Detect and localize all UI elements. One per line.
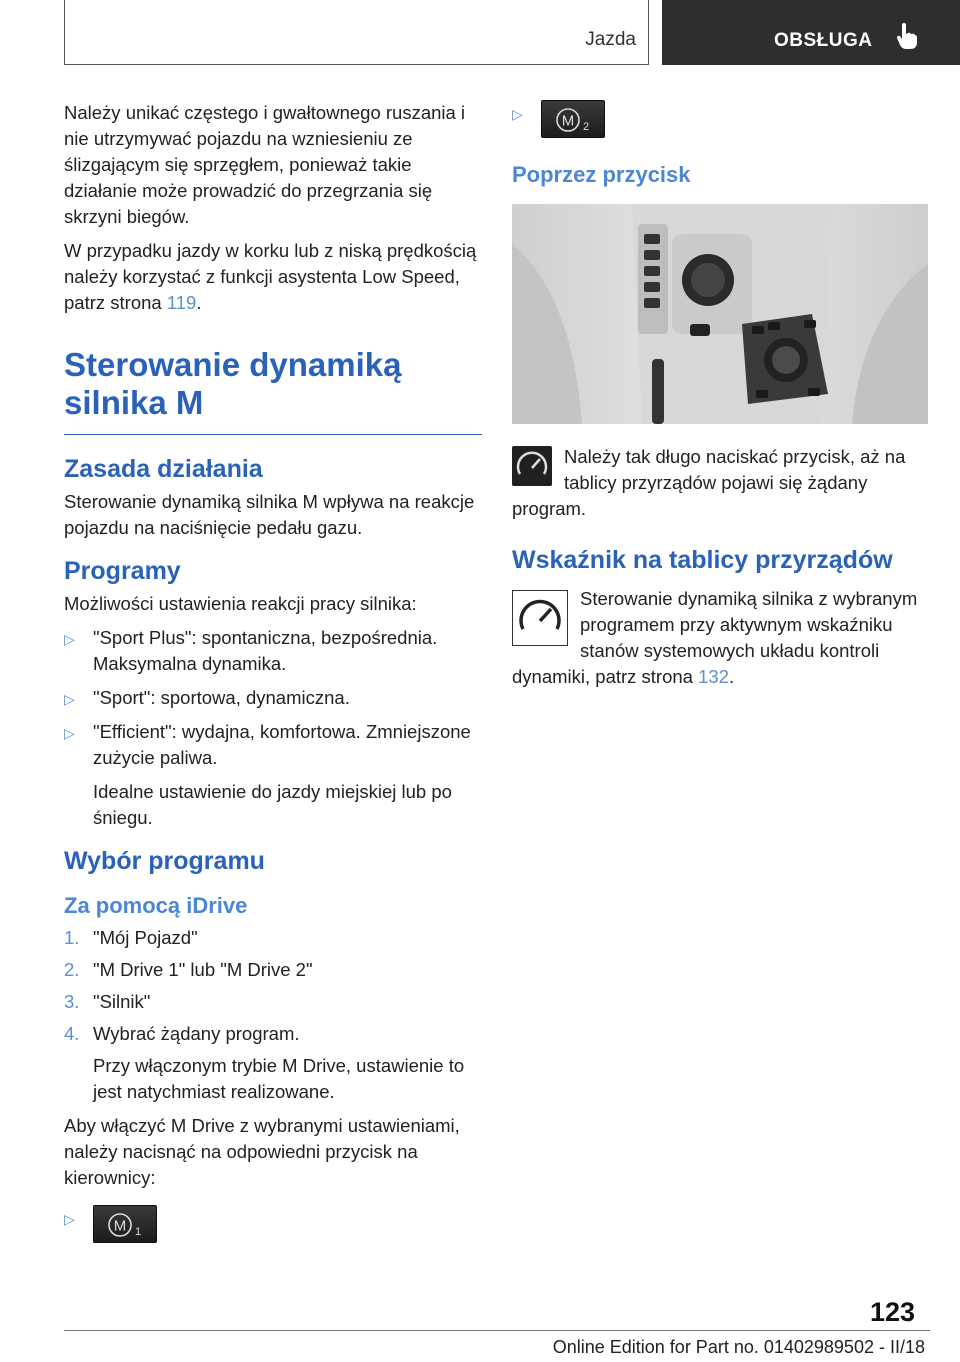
step-number: 2. — [64, 959, 80, 980]
step-item — [64, 957, 482, 983]
speedometer-button-icon — [512, 446, 552, 486]
heading-programs: Programy — [64, 557, 181, 585]
list-item-m2 — [512, 100, 930, 138]
step-text: "Silnik" — [93, 991, 151, 1012]
footer-divider — [64, 1330, 930, 1331]
program-sport-plus: "Sport Plus": spontaniczna, bezpośrednia. Maksymalna dynamika. — [93, 627, 438, 674]
step-item — [64, 1021, 482, 1047]
header-section-box — [64, 0, 649, 65]
page-link-119[interactable]: 119 — [166, 292, 197, 313]
bullet-icon: ▷ — [64, 691, 75, 707]
step-text: "Mój Pojazd" — [93, 927, 198, 948]
step-number: 3. — [64, 991, 80, 1012]
step-text: "M Drive 1" lub "M Drive 2" — [93, 959, 313, 980]
svg-text:M: M — [113, 1217, 127, 1235]
indicator-end: . — [728, 666, 735, 687]
header-section-title: Jazda — [585, 29, 636, 50]
heading-by-button: Poprzez przycisk — [512, 162, 691, 187]
activate-text: Aby włączyć M Drive z wybranymi ustawieniami, należy nacisnąć na odpowiedni przycisk na kierownicy: — [64, 1115, 460, 1188]
step-text: Wybrać żądany program. — [93, 1023, 300, 1044]
page-link-132[interactable]: 132 — [698, 666, 729, 687]
step-number: 4. — [64, 1023, 80, 1044]
m1-button-icon — [93, 1205, 157, 1243]
speedometer-indicator-icon — [512, 590, 568, 646]
heading-indicator: Wskaźnik na tablicy przyrządów — [512, 546, 893, 574]
step-number: 1. — [64, 927, 80, 948]
indicator-text: Sterowanie dynamiką silnika z wybranym programem przy aktywnym wskaźniku stanów systemowych układu kontroli dynamiki, patrz strona — [512, 588, 918, 687]
low-speed-end: . — [196, 292, 202, 313]
right-column — [512, 100, 930, 690]
section-heading: Sterowanie dynamiką silnika M — [64, 346, 482, 435]
program-efficient: "Efficient": wydajna, komfortowa. Zmniejszone zużycie paliwa. — [93, 721, 471, 768]
heading-select-program: Wybór programu — [64, 847, 265, 875]
principle-text: Sterowanie dynamiką silnika M wpływa na reakcje pojazdu na naciśnięcie pedału gazu. — [64, 491, 475, 538]
svg-text:M: M — [561, 112, 575, 130]
hand-pointer-icon — [896, 22, 918, 50]
heading-idrive: Za pomocą iDrive — [64, 893, 248, 918]
bullet-icon: ▷ — [64, 1211, 75, 1227]
list-item-m1 — [64, 1205, 482, 1243]
heading-principle: Zasada działania — [64, 455, 263, 483]
footer-edition: Online Edition for Part no. 01402989502 - II/18 — [552, 1337, 925, 1357]
programs-intro: Możliwości ustawienia reakcji pracy silnika: — [64, 593, 417, 614]
list-item — [64, 719, 482, 771]
m2-button-icon — [541, 100, 605, 138]
button-instruction — [512, 444, 930, 522]
list-item — [64, 685, 482, 711]
header-chapter-box — [662, 0, 960, 65]
svg-text:2: 2 — [583, 121, 590, 133]
left-column — [64, 100, 482, 1251]
bullet-icon: ▷ — [64, 631, 75, 647]
paragraph-clutch: Należy unikać częstego i gwałtownego ruszania i nie utrzymywać pojazdu na wzniesieniu ze ślizgającym się sprzęgłem, ponieważ takie działanie może prowadzić do przegrzania się skrzyni biegów. — [64, 102, 466, 227]
page-number: 123 — [870, 1297, 916, 1327]
list-item — [64, 625, 482, 677]
svg-text:1: 1 — [135, 1226, 142, 1238]
center-console-photo — [512, 204, 928, 424]
button-instruction-text: Należy tak długo naciskać przycisk, aż na tablicy przyrządów pojawi się żądany program. — [512, 446, 906, 519]
programs-note: Idealne ustawienie do jazdy miejskiej lub po śniegu. — [93, 781, 452, 828]
paragraph-low-speed — [64, 238, 482, 316]
bullet-icon: ▷ — [512, 106, 523, 122]
steps-note: Przy włączonym trybie M Drive, ustawienie to jest natychmiast realizowane. — [93, 1055, 465, 1102]
header-chapter-title: OBSŁUGA — [774, 30, 873, 51]
indicator-paragraph — [512, 586, 930, 690]
step-item — [64, 925, 482, 951]
program-sport: "Sport": sportowa, dynamiczna. — [93, 687, 350, 708]
low-speed-text: W przypadku jazdy w korku lub z niską prędkością należy korzystać z funkcji asystenta Low Speed, patrz strona — [64, 240, 477, 313]
step-item — [64, 989, 482, 1015]
bullet-icon: ▷ — [64, 725, 75, 741]
